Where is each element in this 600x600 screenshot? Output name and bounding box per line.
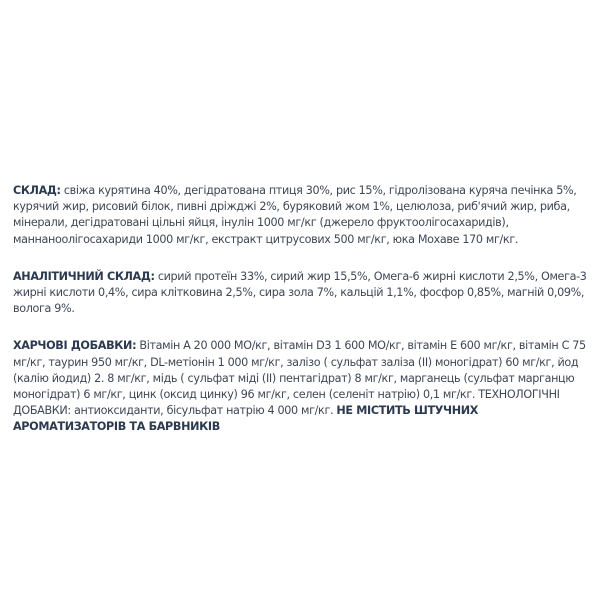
no-artificial-notice: НЕ МІСТИТЬ ШТУЧНИХ АРОМАТИЗАТОРІВ ТА БАРВНИКІВ (13, 404, 479, 434)
analytical-heading: АНАЛІТИЧНИЙ СКЛАД: (13, 269, 155, 283)
composition-text: свіжа курятина 40%, дегідратована птиця 30%, рис 15%, гідролізована куряча печінка 5%, курячий жир, рисовий білок, пивні дріжджі 2%, буряковий жом 1%, целюлоза, риб'ячий жир, риба, мінерали, дегідратовані цільні яйця, інулін 1000 мг/кг (джерело фруктоолігосахаридів), маннаноолігосахариди 1000 мг/кг, екстракт цитрусових 500 мг/кг, юка Мохаве 170 мг/кг. (13, 184, 577, 246)
additives-text: Вітамін А 20 000 МО/кг, вітамін D3 1 600 МО/кг, вітамін Е 600 мг/кг, вітамін С 75 мг/кг, таурин 950 мг/кг, DL-метіонін 1 000 мг/кг, залізо ( сульфат заліза (II) моногідрат) 60 мг/кг, йод (калію йодид) 2. 8 мг/кг, мідь ( сульфат міді (II) пентагідрат) 8 мг/кг, марганець (сульфат марганцю моногідрат) 6 мг/кг, цинк (оксид цинку) 96 мг/кг, селен (селеніт натрію) 0,1 мг/кг. ТЕХНОЛОГІЧНІ ДОБАВКИ: антиоксиданти, бісульфат натрію 4 000 мг/кг. (13, 339, 586, 418)
additives-section (13, 338, 591, 435)
composition-section (13, 183, 591, 248)
ingredients-label (13, 183, 591, 457)
analytical-text: сирий протеїн 33%, сирий жир 15,5%, Омега-6 жирні кислоти 2,5%, Омега-3 жирні кислоти 0,4%, сира клітковина 2,5%, сира зола 7%, кальцій 1,1%, фосфор 0,85%, магній 0,09%, волога 9%. (13, 269, 587, 316)
additives-heading: ХАРЧОВІ ДОБАВКИ: (13, 339, 137, 353)
composition-heading: СКЛАД: (13, 184, 61, 197)
analytical-section (13, 269, 591, 318)
